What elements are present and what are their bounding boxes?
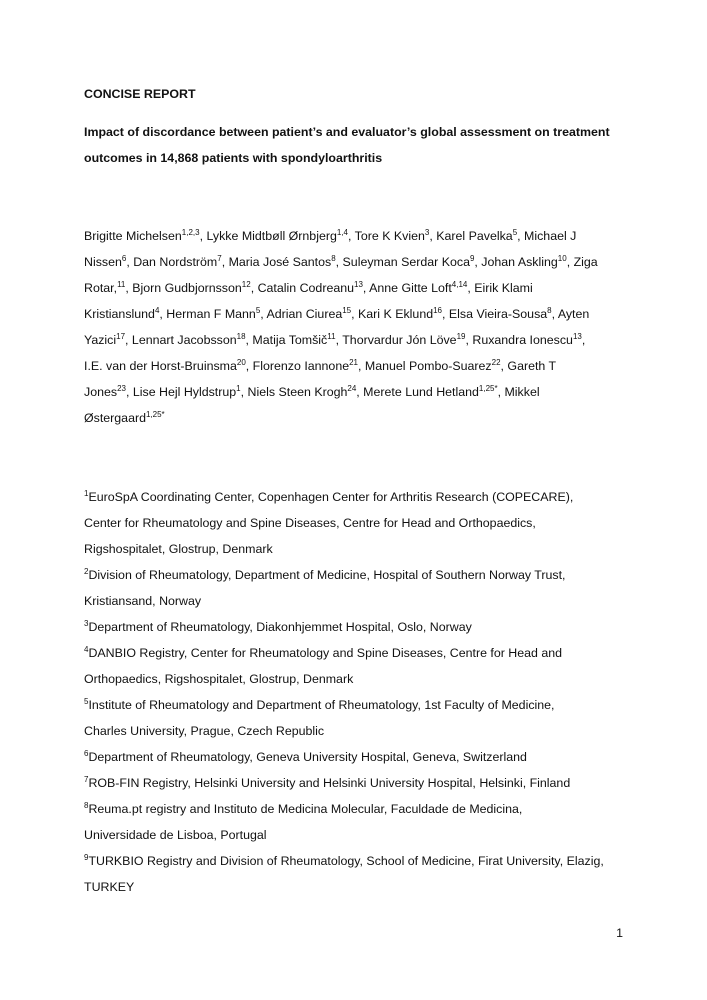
text-segment: , Maria José Santos — [221, 255, 332, 269]
text-segment: Kristiansand, Norway — [84, 594, 202, 608]
affiliation-superscript: 20 — [236, 358, 246, 367]
affiliation-superscript: 1,2,3 — [181, 228, 200, 237]
affiliation-superscript: 13 — [572, 332, 582, 341]
text-segment: , Catalin Codreanu — [250, 281, 355, 295]
affiliation-superscript: 11 — [117, 280, 126, 289]
paper-title-line: Impact of discordance between patient’s and evaluator’s global assessment on treatment — [84, 125, 610, 139]
affiliation-superscript: 18 — [236, 332, 246, 341]
text-segment: , Lise Hejl Hyldstrup — [125, 385, 237, 399]
affiliation-superscript: 1 — [236, 384, 241, 393]
affiliation-superscript: 8 — [547, 306, 552, 315]
affiliation-superscript: 4 — [84, 645, 89, 654]
affiliation-line — [84, 536, 634, 562]
affiliation-line — [84, 666, 634, 692]
affiliation-list — [84, 484, 634, 900]
author-line — [84, 301, 629, 327]
affiliation-superscript: 1,4 — [336, 228, 348, 237]
affiliation-superscript: 23 — [117, 384, 126, 393]
affiliation-superscript: 21 — [349, 358, 359, 367]
affiliation-superscript: 4 — [154, 306, 160, 315]
affiliation-superscript: 6 — [121, 254, 127, 263]
text-segment: , Herman F Mann — [159, 307, 256, 321]
text-segment: , Elsa Vieira-Sousa — [442, 307, 548, 321]
affiliation-superscript: 8 — [331, 254, 336, 263]
text-segment: , Florenzo Iannone — [245, 359, 350, 373]
affiliation-superscript: 11 — [327, 332, 336, 341]
affiliation-superscript: 16 — [433, 306, 443, 315]
author-line — [84, 275, 629, 301]
affiliation-line — [84, 848, 634, 874]
text-segment: , Ayten — [551, 307, 590, 321]
author-line — [84, 327, 629, 353]
text-segment: Department of Rheumatology, Geneva University Hospital, Geneva, Switzerland — [88, 750, 527, 764]
affiliation-superscript: 19 — [456, 332, 466, 341]
affiliation-line — [84, 822, 634, 848]
text-segment: , Manuel Pombo-Suarez — [358, 359, 492, 373]
text-segment: Center for Rheumatology and Spine Diseases, Centre for Head and Orthopaedics, — [84, 516, 536, 530]
affiliation-superscript: 7 — [217, 254, 222, 263]
affiliation-superscript: 8 — [84, 801, 89, 810]
text-segment: EuroSpA Coordinating Center, Copenhagen Center for Arthritis Research (COPECARE), — [88, 490, 574, 504]
text-segment: Rotar, — [84, 281, 118, 295]
text-segment: , Lykke Midtbøll Ørnbjerg — [199, 229, 337, 243]
text-segment: Institute of Rheumatology and Department of Rheumatology, 1st Faculty of Medicine, — [88, 698, 555, 712]
text-segment: , Eirik Klami — [467, 281, 533, 295]
text-segment: TURKEY — [84, 880, 135, 894]
text-segment: Reuma.pt registry and Instituto de Medicina Molecular, Faculdade de Medicina, — [88, 802, 523, 816]
affiliation-line — [84, 796, 634, 822]
page-number: 1 — [616, 926, 623, 940]
affiliation-superscript: 24 — [347, 384, 357, 393]
affiliation-superscript: 3 — [424, 228, 430, 237]
affiliation-superscript: 2 — [84, 567, 89, 576]
text-segment: , Gareth T — [500, 359, 557, 373]
text-segment: , Tore K Kvien — [347, 229, 425, 243]
text-segment: , Bjorn Gudbjornsson — [125, 281, 242, 295]
text-segment: , Anne Gitte Loft — [362, 281, 452, 295]
affiliation-superscript: 1,25* — [478, 384, 498, 393]
report-type-heading: CONCISE REPORT — [84, 87, 196, 101]
paper-title-line: outcomes in 14,868 patients with spondyloarthritis — [84, 151, 383, 165]
text-segment: Universidade de Lisboa, Portugal — [84, 828, 267, 842]
text-segment: ROB-FIN Registry, Helsinki University and Helsinki University Hospital, Helsinki, Finland — [88, 776, 571, 790]
text-segment: Yazici — [84, 333, 117, 347]
text-segment: Rigshospitalet, Glostrup, Denmark — [84, 542, 273, 556]
text-segment: , — [581, 333, 586, 347]
affiliation-superscript: 10 — [557, 254, 567, 263]
text-segment: Charles University, Prague, Czech Republic — [84, 724, 325, 738]
affiliation-superscript: 5 — [255, 306, 261, 315]
text-segment: , Mikkel — [497, 385, 540, 399]
affiliation-line — [84, 510, 634, 536]
affiliation-superscript: 1 — [84, 489, 89, 498]
text-segment: Orthopaedics, Rigshospitalet, Glostrup, Denmark — [84, 672, 354, 686]
text-segment: , Niels Steen Krogh — [240, 385, 348, 399]
author-line — [84, 353, 629, 379]
affiliation-line — [84, 484, 634, 510]
author-list — [84, 223, 629, 431]
affiliation-line — [84, 718, 634, 744]
text-segment: , Thorvardur Jón Löve — [335, 333, 457, 347]
affiliation-superscript: 1,25* — [145, 410, 165, 419]
text-segment: , Suleyman Serdar Koca — [335, 255, 470, 269]
affiliation-line — [84, 588, 634, 614]
author-line — [84, 249, 629, 275]
affiliation-superscript: 9 — [84, 853, 89, 862]
author-line — [84, 223, 629, 249]
affiliation-superscript: 12 — [241, 280, 251, 289]
affiliation-superscript: 7 — [84, 775, 89, 784]
affiliation-superscript: 6 — [84, 749, 89, 758]
text-segment: , Adrian Ciurea — [260, 307, 343, 321]
text-segment: , Johan Askling — [474, 255, 558, 269]
text-segment: DANBIO Registry, Center for Rheumatology and Spine Diseases, Centre for Head and — [88, 646, 563, 660]
affiliation-line — [84, 744, 634, 770]
text-segment: Department of Rheumatology, Diakonhjemmet Hospital, Oslo, Norway — [88, 620, 472, 634]
affiliation-superscript: 4,14 — [451, 280, 468, 289]
text-segment: , Ruxandra Ionescu — [465, 333, 573, 347]
affiliation-superscript: 5 — [512, 228, 518, 237]
text-segment: , Ziga — [566, 255, 598, 269]
text-segment: Brigitte Michelsen — [84, 229, 182, 243]
author-line — [84, 379, 629, 405]
text-segment: , Merete Lund Hetland — [356, 385, 479, 399]
text-segment: Nissen — [84, 255, 122, 269]
affiliation-line — [84, 640, 634, 666]
affiliation-line — [84, 562, 634, 588]
text-segment: Division of Rheumatology, Department of Medicine, Hospital of Southern Norway Trust, — [88, 568, 566, 582]
affiliation-superscript: 5 — [84, 697, 89, 706]
affiliation-superscript: 22 — [491, 358, 501, 367]
affiliation-superscript: 9 — [469, 254, 475, 263]
text-segment: , Michael J — [517, 229, 577, 243]
text-segment: Østergaard — [84, 411, 146, 425]
text-segment: Jones — [84, 385, 118, 399]
paper-title — [84, 119, 624, 171]
text-segment: , Lennart Jacobsson — [125, 333, 237, 347]
text-segment: , Dan Nordström — [126, 255, 218, 269]
affiliation-superscript: 17 — [116, 332, 126, 341]
affiliation-line — [84, 770, 634, 796]
text-segment: , Kari K Eklund — [351, 307, 434, 321]
text-segment: , Karel Pavelka — [429, 229, 513, 243]
affiliation-line — [84, 614, 634, 640]
affiliation-superscript: 3 — [84, 619, 89, 628]
text-segment: Kristianslund — [84, 307, 155, 321]
text-segment: TURKBIO Registry and Division of Rheumatology, School of Medicine, Firat University, Elazig, — [88, 854, 604, 868]
affiliation-line — [84, 692, 634, 718]
text-segment: I.E. van der Horst-Bruinsma — [84, 359, 237, 373]
affiliation-superscript: 15 — [342, 306, 352, 315]
text-segment: , Matija Tomšič — [245, 333, 328, 347]
author-line — [84, 405, 629, 431]
affiliation-superscript: 13 — [354, 280, 363, 289]
affiliation-line — [84, 874, 634, 900]
